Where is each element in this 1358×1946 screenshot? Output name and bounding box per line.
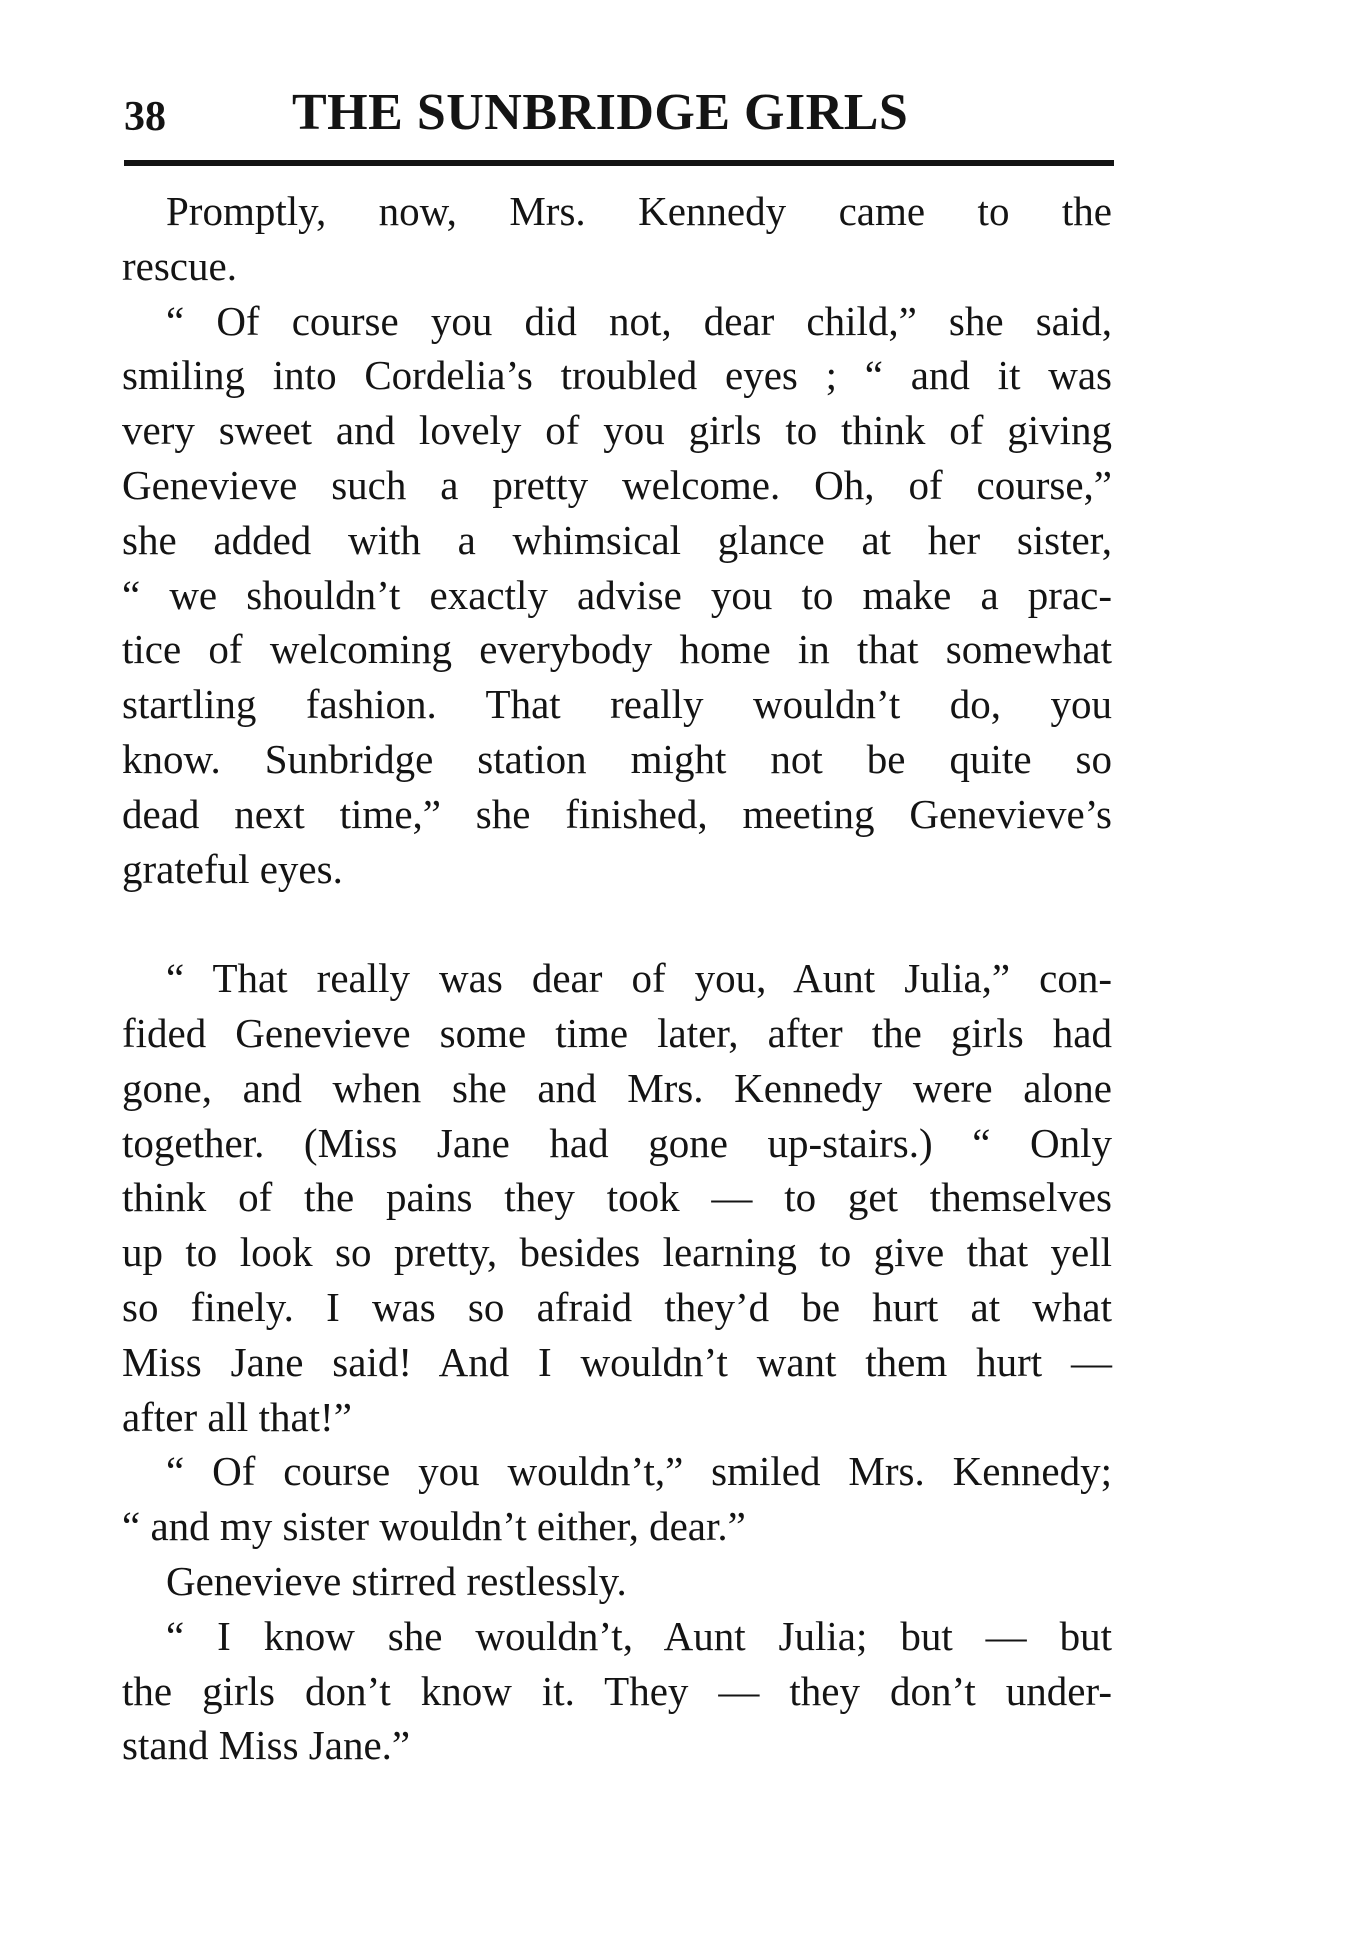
text-line: “ and my sister wouldn’t either, dear.” [122,1503,746,1550]
text-line: “ I know she wouldn’t, Aunt Julia; but — but [166,1612,1112,1659]
text-line: grateful eyes. [122,845,343,892]
text-line: tice of welcoming everybody home in that somewhat [122,626,1112,673]
text-line: very sweet and lovely of you girls to think of giving [122,407,1112,454]
body-text [122,184,1112,1773]
text-line: “ That really was dear of you, Aunt Julia,” con- [166,955,1112,1002]
text-line: think of the pains they took — to get themselves [122,1174,1112,1221]
text-line: she added with a whimsical glance at her sister, [122,516,1112,563]
header-rule [124,160,1114,166]
page-number: 38 [124,94,166,140]
text-line: startling fashion. That really wouldn’t do, you [122,681,1112,728]
text-line: “ we shouldn’t exactly advise you to make a prac- [122,571,1112,618]
text-line: the girls don’t know it. They — they don’t under- [122,1667,1112,1714]
text-line: dead next time,” she finished, meeting Genevieve’s [122,790,1112,837]
text-line: Genevieve such a pretty welcome. Oh, of course,” [122,461,1112,508]
text-line: know. Sunbridge station might not be quite so [122,735,1112,782]
text-line: stand Miss Jane.” [122,1722,411,1769]
text-line: Genevieve stirred restlessly. [166,1557,627,1604]
text-line: “ Of course you wouldn’t,” smiled Mrs. Kennedy; [166,1448,1112,1495]
text-line: gone, and when she and Mrs. Kennedy were alone [122,1064,1112,1111]
text-line: rescue. [122,242,237,289]
text-line: up to look so pretty, besides learning to give that yell [122,1229,1112,1276]
text-line: after all that!” [122,1393,352,1440]
text-line: Promptly, now, Mrs. Kennedy came to the [166,188,1112,234]
text-line: so finely. I was so afraid they’d be hurt at what [122,1283,1112,1330]
text-line: smiling into Cordelia’s troubled eyes ; “ and it was [122,352,1112,399]
book-title: THE SUNBRIDGE GIRLS [292,84,909,141]
running-head [124,82,1108,148]
text-line: “ Of course you did not, dear child,” she said, [166,297,1112,344]
text-line: Miss Jane said! And I wouldn’t want them hurt — [122,1338,1112,1385]
text-line: fided Genevieve some time later, after the girls had [122,1009,1112,1056]
text-line: together. (Miss Jane had gone up-stairs.) “ Only [122,1119,1112,1166]
